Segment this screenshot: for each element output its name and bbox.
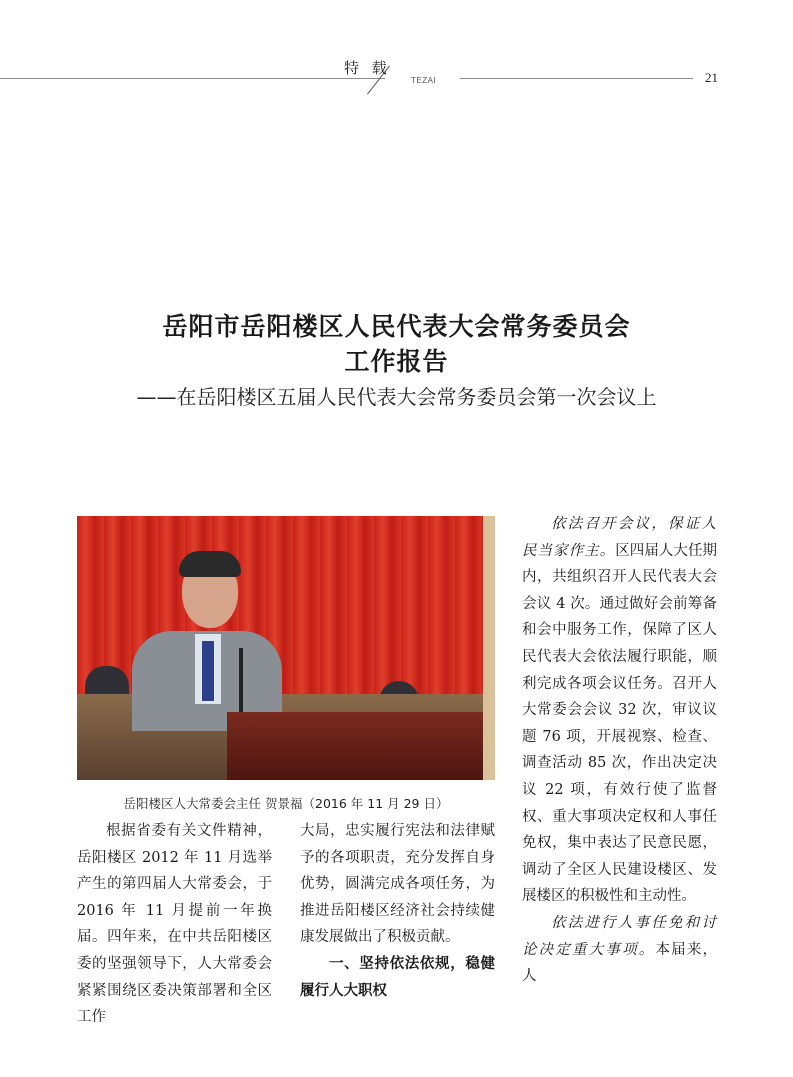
article-title-line2: 工作报告 [344,347,449,376]
stage-edge [483,516,495,780]
body-column-2 [300,818,495,1004]
body-column-1 [77,818,272,1031]
paragraph-text: 本届来，人 [522,941,718,985]
photo-caption: 岳阳楼区人大常委会主任 贺景福（2016 年 11 月 29 日） [123,796,449,811]
article-title-line1: 岳阳市岳阳楼区人民代表大会常务委员会 [162,312,631,341]
article-subtitle: ——在岳阳楼区五届人民代表大会常务委员会第一次会议上 [136,385,657,409]
section-name: 特 载 [344,59,391,77]
paragraph-lead: 依法进行人事任免和讨论决定重大事项。 [522,914,717,958]
paragraph-lead: 依法召开会议，保证人民当家作主。 [522,516,717,559]
paragraph: 根据省委有关文件精神，岳阳楼区 2012 年 11 月选举产生的第四届人大常委会，于 2016 年 11 月提前一年换届。四年来，在中共岳阳楼区委的坚强领导下，人大常委会紧紧围绕区委决策部署和全区工作 [77,823,272,1026]
paragraph [522,511,717,910]
section-name-english: TEZAI [411,76,437,85]
body-column-3 [522,511,717,990]
microphone [239,648,243,712]
header-rule-right [460,78,693,79]
speaker-tie [202,641,214,701]
paragraph [522,910,717,990]
paragraph-continued: 大局，忠实履行宪法和法律赋予的各项职责，充分发挥自身优势，圆满完成各项任务，为推进岳阳楼区经济社会持续健康发展做出了积极贡献。 [300,823,495,946]
section-heading: 一、坚持依法依规，稳健履行人大职权 [300,955,495,999]
header-rule-left [0,78,385,79]
page-number: 21 [705,70,718,85]
speaker-photo [77,516,495,780]
podium [227,712,495,780]
speaker-hair [179,551,241,577]
paragraph-text: 区四届人大任期内，共组织召开人民代表大会会议 4 次。通过做好会前筹备和会中服务工作，保障了区人民代表大会依法履行职能，顺利完成各项会议任务。召开人大常委会会议 32 次，审议议题 76 项，开展视察、检查、调查活动 85 次，作出决定决议 22 项，有效行使了监督权、重大事项决定权和人事任免权，集中表达了民意民愿，调动了全区人民建设楼区、发展楼区的积极性和主动性。 [522,542,717,905]
